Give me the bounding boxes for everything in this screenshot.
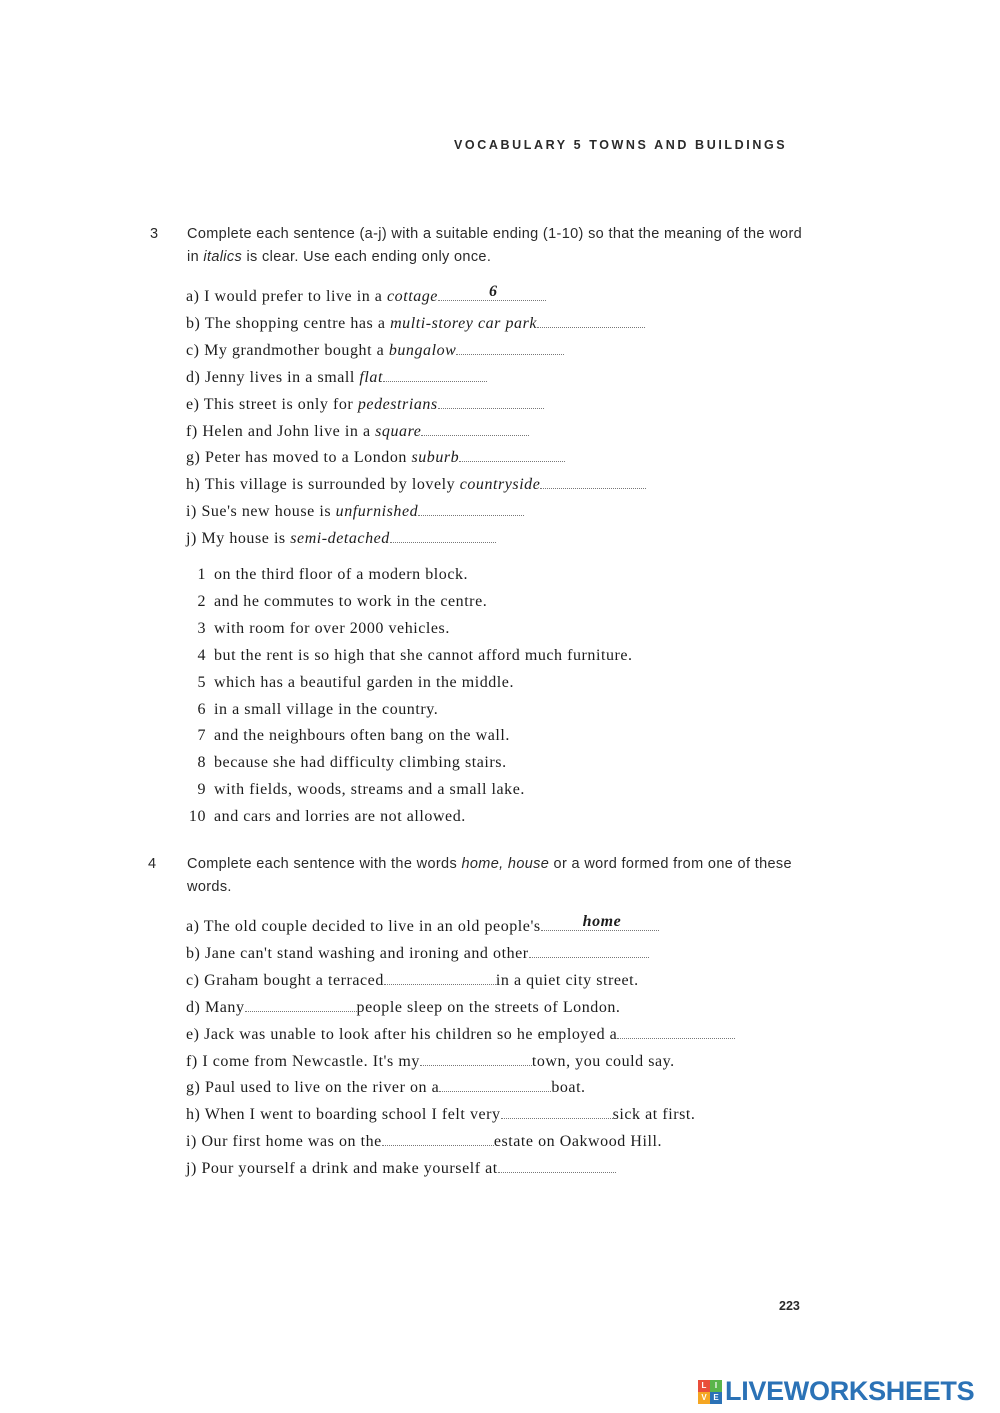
ending-text: because she had difficulty climbing stairs.	[214, 754, 507, 772]
exercise-4-number: 4	[148, 856, 157, 872]
ending-number: 8	[197, 754, 206, 772]
ending-row	[182, 754, 507, 772]
answer-blank[interactable]	[501, 1104, 613, 1119]
sentence-text: The shopping centre has a	[204, 314, 391, 332]
answer-blank[interactable]	[529, 943, 649, 958]
sentence-text: My grandmother bought a	[204, 341, 389, 359]
instr-italic: home,	[461, 856, 504, 872]
ending-row	[182, 727, 510, 745]
liveworksheets-brand	[698, 1376, 974, 1407]
exercise-3-instructions	[187, 223, 817, 269]
answer-text: 6	[488, 283, 498, 300]
sentence-row	[186, 1158, 616, 1178]
ending-number: 6	[197, 700, 206, 718]
sentence-row	[186, 474, 646, 494]
answer-blank[interactable]	[459, 447, 565, 462]
instr-text: Complete each sentence with the words	[187, 856, 462, 872]
ending-number: 1	[197, 566, 206, 583]
exercise-3-number: 3	[150, 226, 159, 242]
sentence-label: a)	[186, 288, 200, 305]
answer-blank[interactable]	[498, 1158, 616, 1173]
ending-row	[182, 674, 514, 692]
instr-text: or a word formed from one of these words.	[187, 856, 792, 895]
answer-blank[interactable]	[541, 913, 659, 931]
ending-text: and he commutes to work in the centre.	[214, 592, 488, 610]
sentence-keyword: pedestrians	[357, 395, 438, 413]
sentence-label: b)	[186, 314, 201, 332]
sentence-text: This street is only for	[203, 395, 358, 413]
ending-number: 10	[188, 808, 206, 826]
sentence-label: c)	[186, 341, 200, 359]
instr-text: Complete each sentence (a-j) with a suitable ending (1-10) so that the meaning of the word in	[187, 226, 803, 265]
ending-row	[182, 620, 450, 638]
sentence-label: d)	[186, 368, 201, 386]
sentence-label: h)	[186, 1106, 201, 1124]
sentence-label: j)	[186, 1160, 197, 1178]
ending-number: 5	[197, 673, 206, 691]
sentence-row	[186, 1077, 586, 1097]
sentence-row	[186, 970, 639, 990]
answer-blank[interactable]	[438, 394, 544, 409]
sentence-label: f)	[186, 422, 198, 440]
answer-blank[interactable]	[390, 528, 496, 543]
sentence-text: Peter has moved to a London	[205, 449, 412, 467]
logo-letter: L	[698, 1380, 710, 1392]
sentence-text-after: boat.	[551, 1079, 586, 1097]
sentence-row	[186, 1104, 695, 1124]
answer-blank[interactable]	[540, 474, 646, 489]
sentence-keyword: multi-storey car park	[390, 314, 537, 332]
answer-blank[interactable]	[420, 1051, 532, 1066]
sentence-text: When I went to boarding school I felt very	[204, 1106, 501, 1124]
sentence-keyword: square	[375, 422, 422, 440]
exercise-4-instructions	[187, 853, 817, 899]
instr-text: is clear. Use each ending only once.	[242, 249, 492, 265]
answer-blank[interactable]	[384, 970, 496, 985]
sentence-row	[186, 1024, 735, 1044]
sentence-text: Jenny lives in a small	[205, 368, 360, 386]
ending-row	[182, 781, 525, 799]
answer-blank[interactable]	[438, 283, 546, 301]
ending-number: 3	[197, 619, 206, 637]
logo-letter: E	[710, 1392, 722, 1404]
sentence-label: a)	[186, 918, 200, 935]
ending-number: 4	[197, 646, 206, 664]
sentence-row	[186, 1131, 662, 1151]
sentence-row	[186, 313, 645, 333]
sentence-text: Sue's new house is	[201, 503, 336, 521]
sentence-text: I come from Newcastle. It's my	[202, 1052, 420, 1070]
sentence-row	[186, 421, 529, 441]
answer-blank[interactable]	[418, 501, 524, 516]
sentence-label: g)	[186, 1079, 201, 1097]
sentence-row	[186, 283, 546, 306]
ending-text: in a small village in the country.	[214, 700, 439, 718]
sentence-text: Graham bought a terraced	[204, 971, 384, 989]
sentence-text-after: in a quiet city street.	[495, 971, 639, 989]
ending-text: but the rent is so high that she cannot afford much furniture.	[214, 646, 633, 664]
sentence-label: g)	[186, 449, 201, 467]
sentence-label: d)	[186, 998, 201, 1016]
sentence-label: i)	[186, 1133, 197, 1151]
ending-row	[182, 593, 487, 611]
sentence-text-after: town, you could say.	[531, 1052, 675, 1070]
answer-blank[interactable]	[383, 367, 487, 382]
answer-blank[interactable]	[245, 997, 357, 1012]
page-number: 223	[779, 1299, 800, 1313]
sentence-row	[186, 340, 564, 360]
answer-blank[interactable]	[421, 421, 529, 436]
sentence-keyword: unfurnished	[335, 503, 419, 521]
ending-text: with fields, woods, streams and a small lake.	[214, 781, 525, 799]
ending-text: and the neighbours often bang on the wall.	[214, 727, 510, 745]
sentence-keyword: cottage	[387, 288, 438, 305]
sentence-text: Our first home was on the	[201, 1133, 382, 1151]
ending-number: 2	[197, 592, 206, 610]
sentence-text-after: sick at first.	[612, 1106, 696, 1124]
sentence-text: Pour yourself a drink and make yourself at	[201, 1160, 498, 1178]
sentence-text-after: estate on Oakwood Hill.	[493, 1133, 663, 1151]
sentence-label: f)	[186, 1052, 198, 1070]
answer-blank[interactable]	[456, 340, 564, 355]
answer-text: home	[582, 913, 622, 930]
ending-row	[182, 808, 466, 826]
sentence-label: b)	[186, 944, 201, 962]
answer-blank[interactable]	[617, 1024, 735, 1039]
sentence-row	[186, 913, 659, 936]
sentence-label: j)	[186, 530, 197, 548]
sentence-text: Paul used to live on the river on a	[205, 1079, 440, 1097]
sentence-text: This village is surrounded by lovely	[204, 476, 460, 494]
sentence-row	[186, 943, 649, 963]
ending-text: and cars and lorries are not allowed.	[214, 808, 466, 826]
sentence-text: Jane can't stand washing and ironing and other	[205, 944, 529, 962]
page-header: VOCABULARY 5 TOWNS AND BUILDINGS	[454, 138, 788, 152]
sentence-text: My house is	[201, 530, 291, 548]
ending-text: on the third floor of a modern block.	[214, 566, 469, 583]
answer-blank[interactable]	[439, 1077, 551, 1092]
logo-letter: V	[698, 1392, 710, 1404]
ending-text: with room for over 2000 vehicles.	[214, 619, 450, 637]
sentence-label: i)	[186, 503, 197, 521]
sentence-text: I would prefer to live in a	[204, 288, 387, 305]
logo-letter: I	[710, 1380, 722, 1392]
sentence-keyword: flat	[359, 368, 383, 386]
sentence-text: The old couple decided to live in an old people's	[203, 918, 541, 935]
sentence-row	[186, 447, 565, 467]
answer-blank[interactable]	[382, 1131, 494, 1146]
answer-blank[interactable]	[537, 313, 645, 328]
sentence-label: h)	[186, 476, 201, 494]
instr-italic: house	[507, 856, 550, 872]
sentence-label: e)	[186, 1025, 200, 1043]
sentence-row	[186, 501, 524, 521]
ending-row	[182, 566, 468, 584]
sentence-keyword: countryside	[459, 476, 541, 494]
ending-text: which has a beautiful garden in the middle.	[214, 673, 515, 691]
sentence-keyword: semi-detached	[290, 530, 390, 548]
ending-number: 9	[197, 781, 206, 799]
sentence-row	[186, 528, 496, 548]
ending-row	[182, 647, 633, 665]
ending-row	[182, 701, 438, 719]
sentence-keyword: bungalow	[388, 341, 457, 359]
sentence-row	[186, 367, 487, 387]
sentence-text: Many	[205, 998, 245, 1016]
sentence-row	[186, 394, 544, 414]
sentence-keyword: suburb	[411, 449, 460, 467]
brand-text: LIVEWORKSHEETS	[725, 1376, 975, 1406]
liveworksheets-logo-icon	[698, 1380, 722, 1404]
sentence-label: c)	[186, 971, 200, 989]
sentence-row	[186, 1051, 675, 1071]
instr-italic: italics	[203, 249, 243, 265]
sentence-text: Jack was unable to look after his children so he employed a	[204, 1025, 618, 1043]
sentence-row	[186, 997, 620, 1017]
sentence-text-after: people sleep on the streets of London.	[356, 998, 621, 1016]
sentence-label: e)	[186, 395, 200, 413]
ending-number: 7	[197, 727, 206, 745]
sentence-text: Helen and John live in a	[202, 422, 376, 440]
